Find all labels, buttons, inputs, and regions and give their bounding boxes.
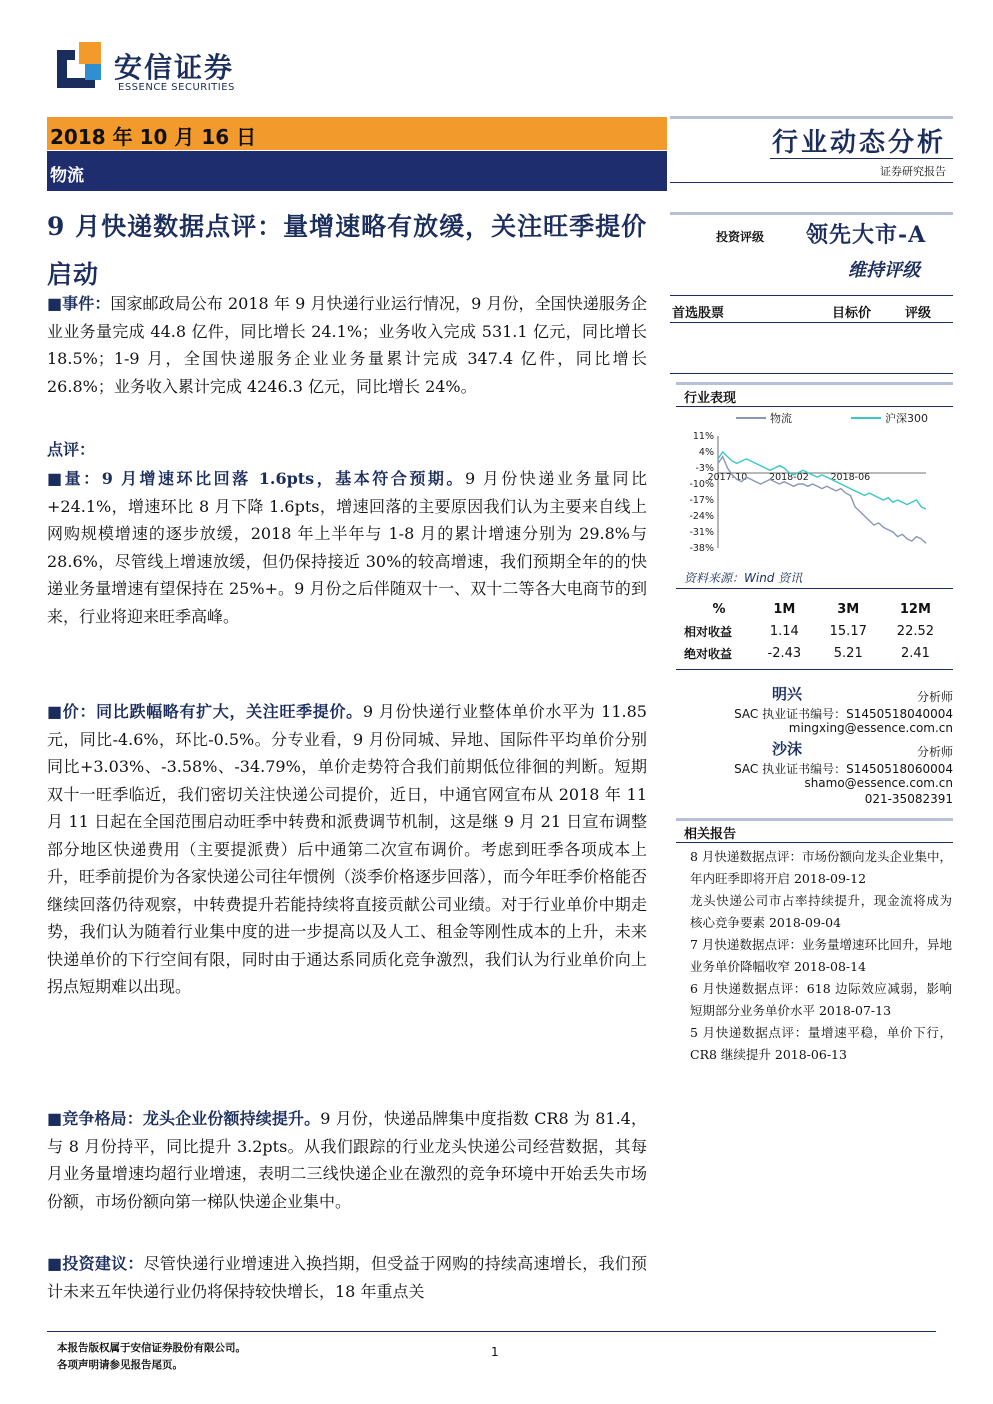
analyst-phone: 021-35082391 xyxy=(864,792,953,806)
analyst-cert: SAC 执业证书编号：S1450518040004 xyxy=(734,707,953,721)
related-reports-list xyxy=(690,846,952,1066)
event-lead: ■事件： xyxy=(47,294,111,313)
related-report-link[interactable]: 5 月快递数据点评：量增速平稳，单价下行，CR8 继续提升 2018-06-13 xyxy=(690,1025,952,1062)
divider xyxy=(676,382,953,385)
paragraph-event xyxy=(47,290,647,400)
bullet-square: ■ xyxy=(47,1254,63,1273)
table-cell: 2.41 xyxy=(900,645,930,661)
table-header: 12M xyxy=(899,601,931,617)
divider xyxy=(770,158,953,159)
bullet-square: ■ xyxy=(47,1109,63,1128)
footer-copyright: 本报告版权属于安信证券股份有限公司。 xyxy=(57,1342,246,1354)
page-number: 1 xyxy=(491,1345,499,1359)
y-tick-label: -17% xyxy=(689,495,714,506)
essence-logo-icon xyxy=(57,42,103,88)
brand-name-cn: 安信证券 xyxy=(114,51,235,84)
analyst-email: shamo@essence.com.cn xyxy=(804,776,953,790)
divider xyxy=(676,818,953,821)
table-cell: -2.43 xyxy=(767,645,802,661)
analyst-name: 沙沫 xyxy=(772,740,803,758)
rating-keep: 维持评级 xyxy=(848,260,920,281)
divider xyxy=(676,669,953,670)
target-label: 目标价 xyxy=(832,306,872,321)
chart-source: 资料来源：Wind 资讯 xyxy=(684,571,803,585)
analyst-name: 明兴 xyxy=(772,685,803,703)
divider xyxy=(676,588,953,589)
performance-table xyxy=(684,598,949,664)
volume-lead: 量：9 月增速环比回落 1.6pts，基本符合预期。 xyxy=(64,469,465,488)
table-header: % xyxy=(712,601,726,617)
footer-divider xyxy=(47,1331,936,1332)
divider xyxy=(670,182,953,183)
paragraph-price xyxy=(47,698,647,1001)
related-report-link[interactable]: 龙头快递公司市占率持续提升，现金流将成为核心竞争要素 2018-09-04 xyxy=(690,893,952,930)
divider xyxy=(670,373,953,374)
divider xyxy=(676,406,953,407)
page-title: 9 月快递数据点评：量增速略有放缓，关注旺季提价启动 xyxy=(47,212,648,289)
table-row xyxy=(684,642,949,664)
analyst-email: mingxing@essence.com.cn xyxy=(788,721,953,735)
legend-label: 物流 xyxy=(770,412,792,425)
analyst-role: 分析师 xyxy=(916,745,953,759)
divider xyxy=(670,116,953,119)
volume-text: 9 月份快递业务量同比+24.1%，增速环比 8 月下降 1.6pts，增速回落的主要原因我们认为主要来自线上网购规模增速的逐步放缓，2018 年上半年与 1-8 月的累计增速分别为 29.8%与 28.6%，尽管线上增速放缓，但仍保持接近 30%的较高增速，我们预期全年的的快递业务量增速有望保持在 25%+。9 月份之后伴随双十一、双十二等各大电商节的到来，行业将迎来旺季高峰。 xyxy=(47,469,647,626)
y-tick-label: 4% xyxy=(698,447,714,458)
related-label: 相关报告 xyxy=(684,827,737,842)
table-cell: 15.17 xyxy=(829,623,867,639)
x-tick-label: 2018-06 xyxy=(830,472,871,483)
perf-label: 行业表现 xyxy=(684,391,737,406)
legend-label: 沪深300 xyxy=(885,412,928,425)
event-text: 国家邮政局公布 2018 年 9 月快递行业运行情况，9 月份，全国快递服务企业业务量完成 44.8 亿件，同比增长 24.1%；业务收入完成 531.1 亿元，同比增长 18.5%；1-9 月，全国快递服务企业业务量累计完成 347.4 亿件，同比增长 26.8%；业务收入累计完成 4246.3 亿元，同比增长 24%。 xyxy=(47,294,647,396)
y-tick-label: -3% xyxy=(695,463,714,474)
table-cell: 5.21 xyxy=(833,645,863,661)
report-type: 行业动态分析 xyxy=(771,128,946,158)
related-report-link[interactable]: 8 月快递数据点评：市场份额向龙头企业集中，年内旺季即将开启 2018-09-12 xyxy=(690,849,952,886)
divider xyxy=(670,295,953,296)
y-tick-label: -10% xyxy=(689,479,714,490)
table-cell: 相对收益 xyxy=(684,624,733,639)
competition-text: 9 月份，快递品牌集中度指数 CR8 为 81.4，与 8 月份持平，同比提升 3.2pts。从我们跟踪的行业龙头快递公司经营数据，其每月业务量增速均超行业增速，表明二三线快递企业在激烈的竞争环境中开始丢失市场份额，市场份额向第一梯队快递企业集中。 xyxy=(47,1109,647,1211)
divider xyxy=(676,842,953,843)
report-subtitle: 证券研究报告 xyxy=(880,165,946,178)
bullet-square: ■ xyxy=(47,702,63,721)
report-date: 2018 年 10 月 16 日 xyxy=(50,125,257,149)
analyst-cert: SAC 执业证书编号：S1450518060004 xyxy=(734,762,953,776)
x-tick-label: 2018-02 xyxy=(769,472,809,483)
price-text: 9 月份快递行业整体单价水平为 11.85 元，同比-4.6%，环比-0.5%。分专业看，9 月份同城、异地、国际件平均单价分别同比+3.03%、-3.58%、-34.79%，单价走势符合我们前期低位徘徊的判断。短期双十一旺季临近，我们密切关注快递公司提价，近日，中通官网宣布从 2018 年 11 月 11 日起在全国范围启动旺季中转费和派费调节机制，这是继 9 月 21 日宣布调整部分地区快递费用（主要提派费）后中通第二次宣布调价。考虑到旺季各项成本上升，旺季前提价为各家快递公司往年惯例（淡季价格逐步回落），而今年旺季价格能否继续回落仍待观察，中转费提升若能持续将直接贡献公司业绩。对于行业单价中期走势，我们认为随着行业集中度的进一步提高以及人工、租金等刚性成本的上升，未来快递单价的下行空间有限，同时由于通达系同质化竞争激烈，我们认为行业单价向上拐点短期难以出现。 xyxy=(47,702,648,996)
analyst-role: 分析师 xyxy=(916,690,953,704)
brand-name-en: ESSENCE SECURITIES xyxy=(118,82,235,93)
table-header: 3M xyxy=(837,601,860,617)
investment-text: 尽管快递行业增速进入换挡期，但受益于网购的持续高速增长，我们预计未来五年快递行业仍将保持较快增长，18 年重点关 xyxy=(47,1254,647,1301)
table-row xyxy=(684,620,949,642)
comment-label: 点评： xyxy=(47,440,96,459)
sector-banner xyxy=(47,151,667,191)
y-tick-label: -38% xyxy=(689,543,714,554)
competition-lead: 竞争格局：龙头企业份额持续提升。 xyxy=(62,1109,321,1128)
footer-disclaimer: 各项声明请参见报告尾页。 xyxy=(57,1359,183,1371)
industry-performance-chart xyxy=(676,408,946,558)
paragraph-investment xyxy=(47,1250,647,1305)
y-tick-label: -31% xyxy=(689,527,714,538)
investment-lead: 投资建议： xyxy=(62,1254,144,1273)
price-lead: 价：同比跌幅略有扩大，关注旺季提价。 xyxy=(62,702,363,721)
table-cell: 22.52 xyxy=(896,623,935,639)
divider xyxy=(670,212,953,215)
x-tick-label: 2017-10 xyxy=(707,472,748,483)
grade-label: 评级 xyxy=(905,306,932,321)
rating-value: 领先大市-A xyxy=(806,222,927,248)
series-line xyxy=(718,457,926,544)
rating-label: 投资评级 xyxy=(716,230,765,244)
table-cell: 绝对收益 xyxy=(684,646,733,661)
related-report-link[interactable]: 6 月快递数据点评：618 边际效应减弱，影响短期部分业务单价水平 2018-07-13 xyxy=(690,981,952,1018)
bullet-square: ■ xyxy=(47,469,65,488)
divider xyxy=(670,322,953,323)
table-cell: 1.14 xyxy=(769,623,799,639)
y-tick-label: 11% xyxy=(692,431,714,442)
table-header-row xyxy=(684,598,949,620)
paragraph-competition xyxy=(47,1105,647,1215)
picks-label: 首选股票 xyxy=(672,306,725,321)
related-report-link[interactable]: 7 月快递数据点评：业务量增速环比回升，异地业务单价降幅收窄 2018-08-14 xyxy=(690,937,952,974)
paragraph-volume xyxy=(47,465,647,630)
y-tick-label: -24% xyxy=(689,511,714,522)
sector-name: 物流 xyxy=(50,166,84,186)
series-line xyxy=(718,452,926,509)
table-header: 1M xyxy=(773,601,796,617)
